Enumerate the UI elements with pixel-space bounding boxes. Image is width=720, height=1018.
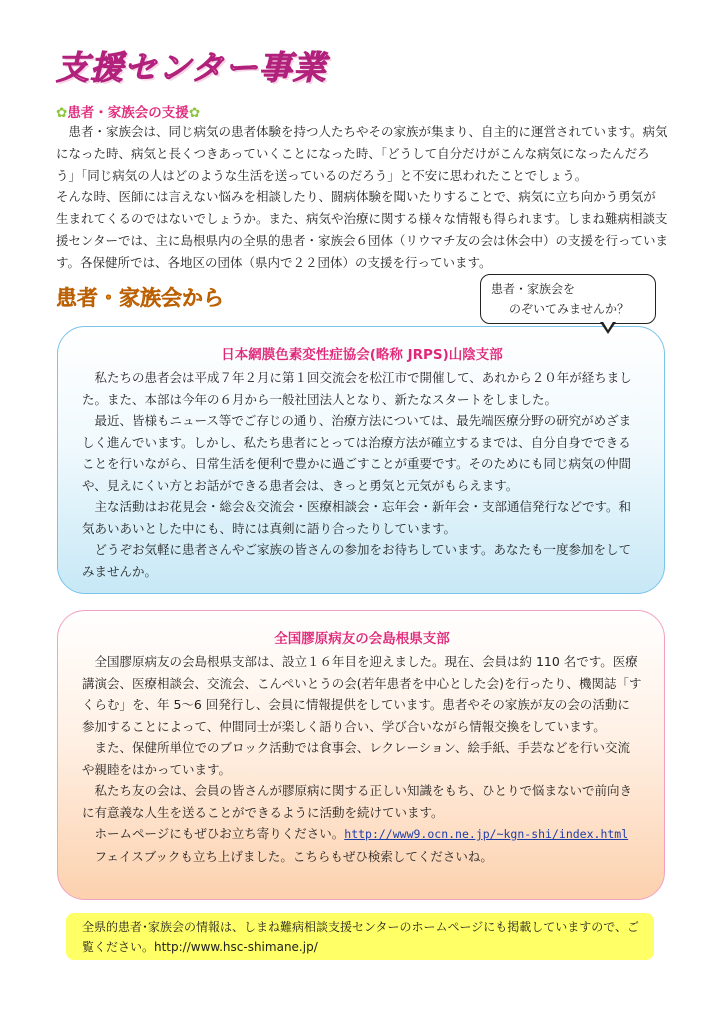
bubble-line: のぞいてみませんか？ [509,302,630,316]
intro-paragraph: 患者・家族会は、同じ病気の患者体験を持つ人たちやその家族が集まり、自主的に運営されています。病気になった時、病気と長くつきあっていくことになった時、「どうして自分だけがこんな病気になったんだろう」「同じ病気の人はどのような生活を送っているのだろう」と不安に思われたことでしょう。 [56,124,668,183]
group-card-jrps [57,326,665,594]
page-title: 支援センター事業 [56,48,327,87]
group-paragraph: 私たちの患者会は平成７年２月に第１回交流会を松江市で開催して、あれから２０年が経ちました。また、本部は今年の６月から一般社団法人となり、新たなスタートをしました。 [82,370,632,407]
bubble-line: 患者・家族会を [491,282,576,296]
speech-bubble-tail [600,322,616,334]
intro-paragraph: そんな時、医師には言えない悩みを相談したり、闘病体験を聞いたりすることで、病気に立ち向かう勇気が生まれてくるのではないでしょうか。また、病気や治療に関する様々な情報も得られます。しまね難病相談支援センターでは、主に島根県内の全県的患者・家族会６団体（リウマチ友の会は休会中）の支援を行っています。各保健所では、各地区の団体（県内で２２団体）の支援を行っています。 [56,189,669,270]
speech-bubble [480,274,656,324]
flower-icon: ✿ [188,105,201,121]
facebook-line: フェイスブックも立ち上げました。こちらもぜひ検索してくださいね。 [82,848,493,864]
homepage-link[interactable]: http://www9.ocn.ne.jp/~kgn-shi/index.html [344,827,629,841]
group-paragraph: また、保健所単位でのブロック活動では食事会、レクレーション、絵手紙、手芸などを行い交流や親睦をはかっています。 [82,740,631,777]
footer-note: 全県的患者･家族会の情報は、しまね難病相談支援センターのホームページにも掲載していますので、ご覧ください。http://www.hsc-shimane.jp/ [66,913,654,960]
section-subheading [56,101,200,121]
flower-icon: ✿ [56,105,68,121]
group-card-collagen [57,610,665,900]
group-paragraph: 全国膠原病友の会島根県支部は、設立１６年目を迎えました。現在、会員は約 110 名です。医療講演会、医療相談会、交流会、こんぺいとうの会(若年患者を中心とした会)を行ったり、機関誌「すくらむ」を、年 5～6 回発行し、会員に情報提供をしています。患者やその家族が友の会の活動に参加することによって、仲間同士が楽しく語り合い、学び合いながら情報交換をしています。 [82,654,642,734]
homepage-text: ホームページにもぜひお立ち寄りください。 [82,826,345,841]
group-title: 日本網膜色素変性症協会(略称 JRPS)山陰支部 [221,347,503,363]
group-paragraph: 最近、皆様もニュース等でご存じの通り、治療方法については、最先端医療分野の研究がめざましく進んでいます。しかし、私たち患者にとっては治療方法が確立するまでは、自分自身でできることを行いながら、日常生活を便利で豊かに過ごすことが重要です。そのためにも同じ病気の仲間や、見えにくい方とお話ができる患者会は、きっと勇気と元気がもらえます。 [82,413,632,493]
homepage-line [82,823,642,846]
section-title: 患者・家族会から [56,286,224,310]
group-paragraph: どうぞお気軽に患者さんやご家族の皆さんの参加をお待ちしています。あなたも一度参加をしてみませんか。 [82,542,632,579]
intro-text [56,121,668,274]
subheading-label: 患者・家族会の支援 [67,105,189,121]
group-paragraph: 主な活動はお花見会・総会＆交流会・医療相談会・忘年会・新年会・支部通信発行などです。和気あいあいとした中にも、時には真剣に語り合ったりしています。 [82,499,632,536]
group-title: 全国膠原病友の会島根県支部 [274,631,450,647]
group-paragraph: 私たち友の会は、会員の皆さんが膠原病に関する正しい知識をもち、ひとりで悩まないで前向きに有意義な人生を送ることができるように活動を続けています。 [82,783,633,820]
